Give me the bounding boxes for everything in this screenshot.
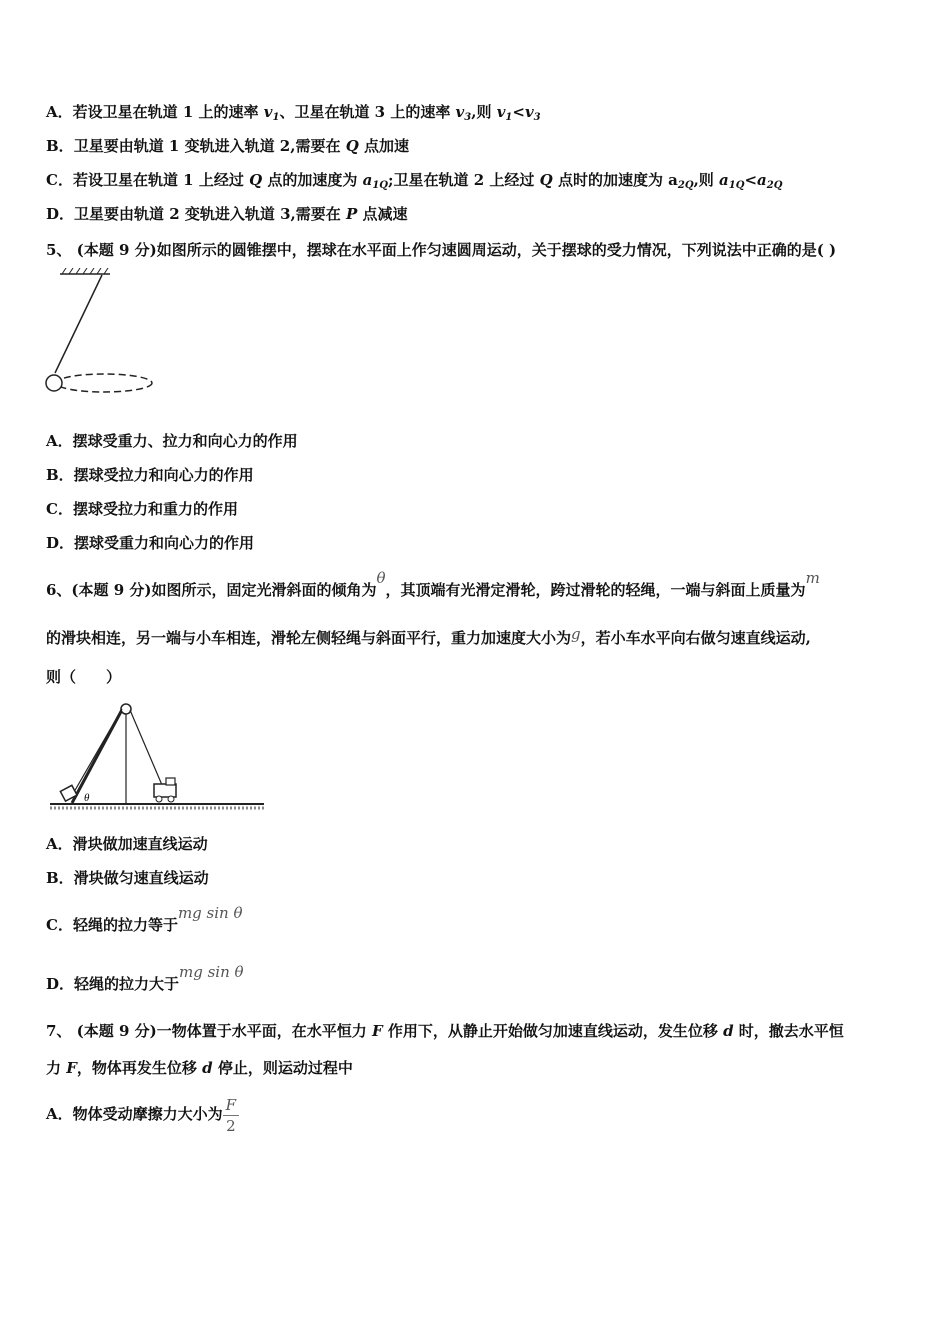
incline-surface [72,706,124,803]
q4-option-a: A．若设卫星在轨道 1 上的速率 $v_1$、卫星在轨道 3 上的速率 $v_3$,则 $v_1<v_3$ [46,103,541,123]
q5-stem: 5、 (本题 9 分)如图所示的圆锥摆中，摆球在水平面上作匀速圆周运动，关于摆球的受力情况，下列说法中正确的是( ) [46,241,837,259]
q6-stem-line1: 6、(本题 9 分)如图所示，固定光滑斜面的倾角为θ，其顶端有光滑定滑轮，跨过滑轮的轻绳，一端与斜面上质量为m [46,569,820,599]
cart [154,778,176,802]
q6-option-a: A．滑块做加速直线运动 [46,835,208,853]
conical-pendulum-figure [40,268,165,400]
q6-option-c: C．轻绳的拉力等于mg sin θ [46,904,243,934]
rope-left [74,709,122,792]
q7-stem-line1: 7、 (本题 9 分)一物体置于水平面，在水平恒力 F 作用下，从静止开始做匀加速直线运动，发生位移 d 时，撤去水平恒 [46,1022,844,1040]
pendulum-string [55,275,102,373]
q5-option-c: C．摆球受拉力和重力的作用 [46,500,238,518]
fraction-f-over-2: $\frac{F}{2}$ [223,1095,239,1136]
circular-path [56,374,152,392]
rope-right [130,710,162,785]
q7-option-a: A．物体受动摩擦力大小为 $\frac{F}{2}$ [46,1092,239,1136]
incline-pulley-figure [48,700,268,818]
incline-angle-label: θ [84,792,90,804]
q4-option-d: D．卫星要由轨道 2 变轨进入轨道 3,需要在 P 点减速 [46,205,408,223]
q6-option-b: B．滑块做匀速直线运动 [46,869,209,887]
q6-stem-line3: 则（ ） [46,668,122,686]
ceiling-hatching [62,268,108,274]
q4-option-b: B．卫星要由轨道 1 变轨进入轨道 2,需要在 Q 点加速 [46,137,409,155]
q5-option-b: B．摆球受拉力和向心力的作用 [46,466,254,484]
q5-option-d: D．摆球受重力和向心力的作用 [46,534,255,552]
pulley [121,704,131,714]
q6-stem-line2: 的滑块相连，另一端与小车相连，滑轮左侧轻绳与斜面平行，重力加速度大小为g，若小车水平向右做匀速直线运动, [46,625,811,647]
q4-option-c: C．若设卫星在轨道 1 上经过 Q 点的加速度为 $a_{1Q}$;卫星在轨道 2 上经过 Q 点时的加速度为 $a_{2Q}$,则 $a_{1Q}<a_{2Q}$ [46,171,783,191]
q5-option-a: A．摆球受重力、拉力和向心力的作用 [46,432,298,450]
q7-stem-line2: 力 F，物体再发生位移 d 停止，则运动过程中 [46,1059,353,1077]
q6-option-d: D．轻绳的拉力大于mg sin θ [46,963,244,993]
pendulum-bob [46,375,62,391]
